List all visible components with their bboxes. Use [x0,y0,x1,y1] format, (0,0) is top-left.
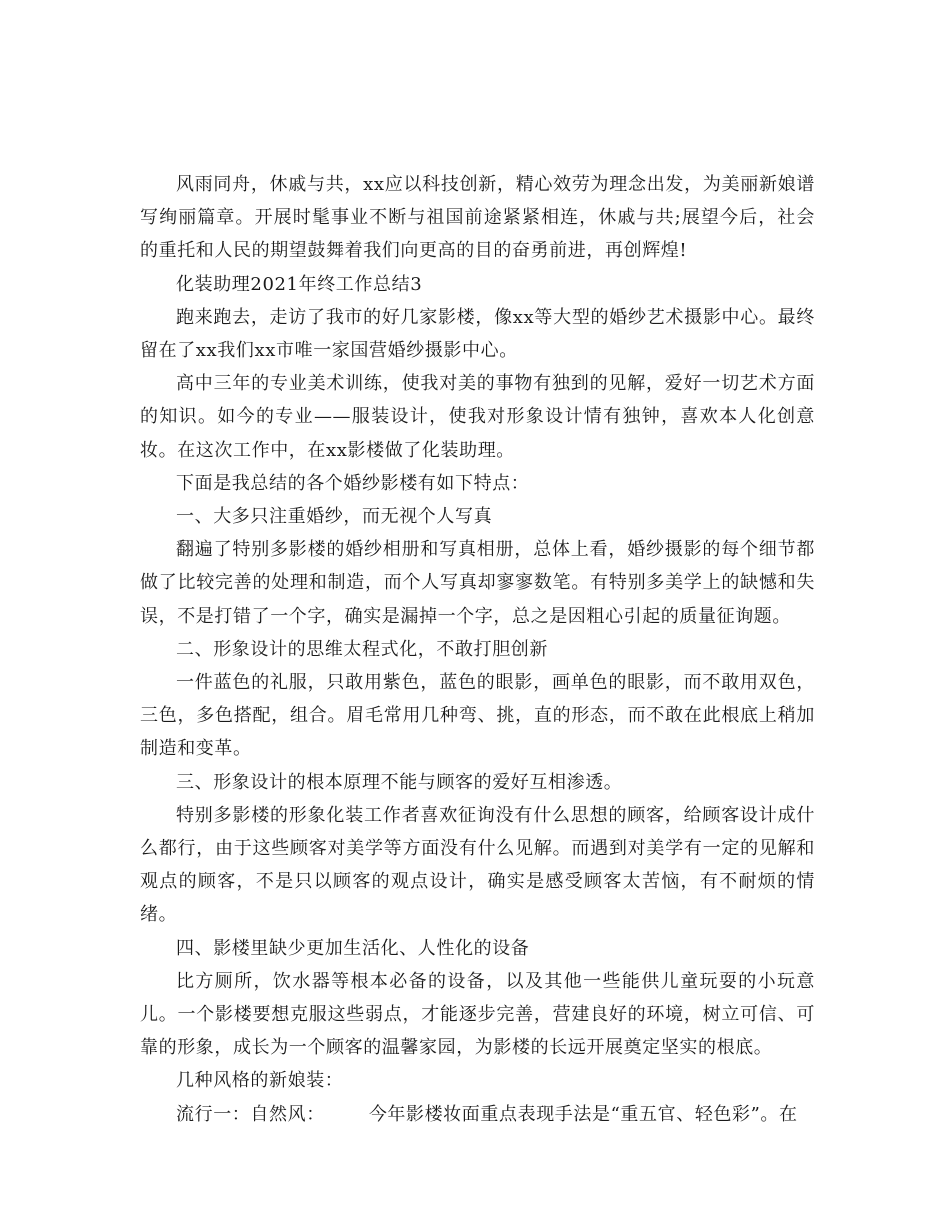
paragraph: 高中三年的专业美术训练，使我对美的事物有独到的见解，爱好一切艺术方面的知识。如今的专业——服装设计，使我对形象设计情有独钟，喜欢本人化创意妆。在这次工作中，在xx影楼做了化装助理。 [140,373,815,461]
paragraph: 跑来跑去，走访了我市的好几家影楼，像xx等大型的婚纱艺术摄影中心。最终留在了xx我们xx市唯一家国营婚纱摄影中心。 [140,306,815,362]
point-heading-1: 一、大多只注重婚纱，而无视个人写真 [176,506,493,528]
section-title: 化装助理2021年终工作总结3 [176,273,423,295]
style-item-text: 今年影楼妆面重点表现手法是“重五官、轻色彩”。在 [368,1103,798,1125]
paragraph-intro: 下面是我总结的各个婚纱影楼有如下特点： [176,472,530,494]
point-heading-3: 三、形象设计的根本原理不能与顾客的爱好互相渗透。 [176,771,623,793]
paragraph: 翻遍了特别多影楼的婚纱相册和写真相册，总体上看，婚纱摄影的每个细节都做了比较完善的处理和制造，而个人写真却寥寥数笔。有特别多美学上的缺憾和失误，不是打错了一个字，确实是漏掉一个字，总之是因粗心引起的质量征询题。 [140,539,815,627]
paragraph: 特别多影楼的形象化装工作者喜欢征询没有什么思想的顾客，给顾客设计成什么都行，由于这些顾客对美学等方面没有什么见解。而遇到对美学有一定的见解和观点的顾客，不是只以顾客的观点设计，确实是感受顾客太苦恼，有不耐烦的情绪。 [140,804,815,926]
paragraph: 一件蓝色的礼服，只敢用紫色，蓝色的眼影，画单色的眼影，而不敢用双色，三色，多色搭配，组合。眉毛常用几种弯、挑，直的形态，而不敢在此根底上稍加制造和变革。 [140,672,815,760]
style-item-label: 流行一：自然风： [176,1103,325,1125]
paragraph-closing: 风雨同舟，休戚与共，xx应以科技创新，精心效劳为理念出发，为美丽新娘谱写绚丽篇章。开展时髦事业不断与祖国前途紧紧相连，休戚与共;展望今后，社会的重托和人民的期望鼓舞着我们向更高的目的奋勇前进，再创辉煌! [140,174,815,262]
document-body [140,168,815,1131]
paragraph: 比方厕所，饮水器等根本必备的设备，以及其他一些能供儿童玩耍的小玩意儿。一个影楼要想克服这些弱点，才能逐步完善，营建良好的环境，树立可信、可靠的形象，成长为一个顾客的温馨家园，为影楼的长远开展奠定坚实的根底。 [140,970,815,1059]
style-list-heading: 几种风格的新娘装： [176,1070,344,1092]
style-item-natural [140,1098,815,1131]
point-heading-2: 二、形象设计的思维太程式化，不敢打胆创新 [176,638,548,660]
point-heading-4: 四、影楼里缺少更加生活化、人性化的设备 [176,937,530,959]
